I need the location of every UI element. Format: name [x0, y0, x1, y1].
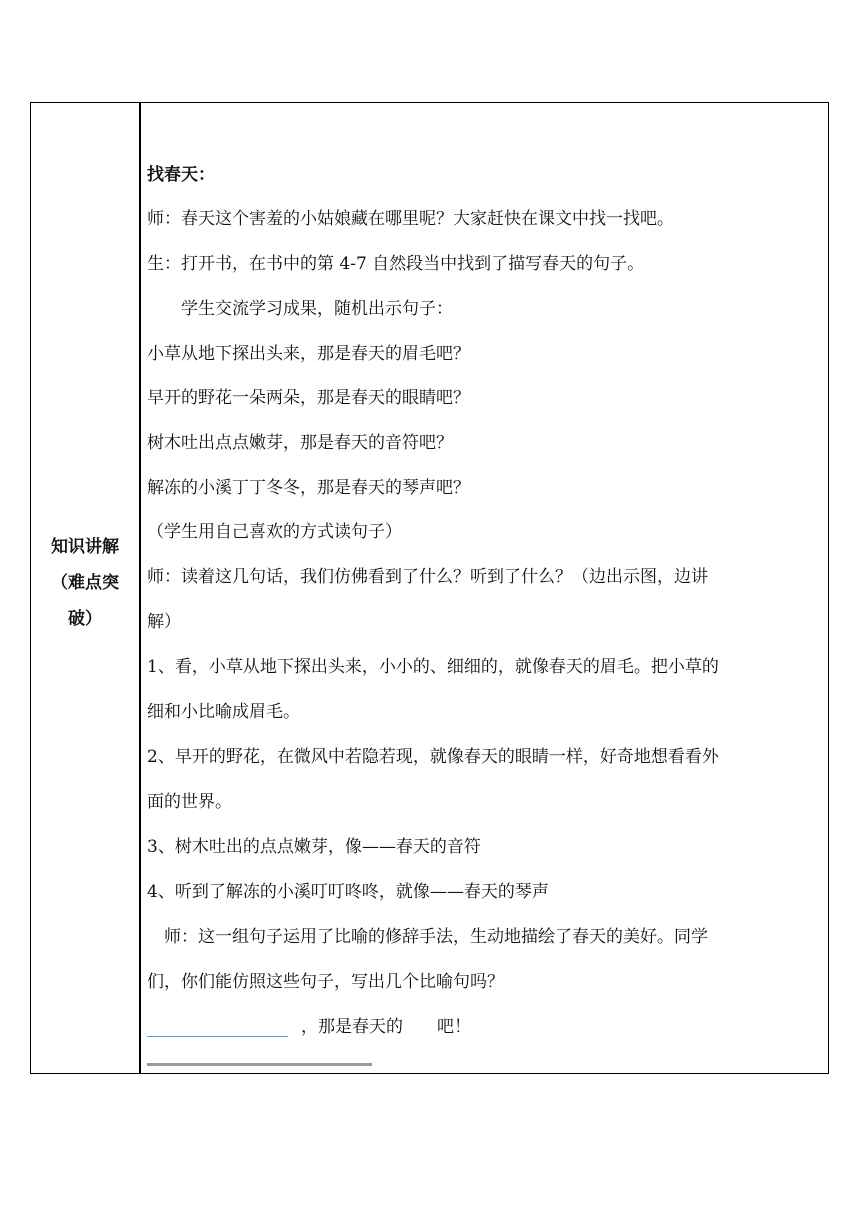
content-line: 4、听到了解冻的小溪叮叮咚咚，就像——春天的琴声	[147, 882, 549, 902]
section-heading: 找春天：	[147, 165, 215, 185]
column-divider	[139, 103, 141, 1073]
content-line: 学生交流学习成果，随机出示句子：	[147, 299, 453, 319]
bottom-rule	[147, 1063, 372, 1066]
content-line: 3、树木吐出的点点嫩芽，像——春天的音符	[147, 837, 481, 857]
content-line: （学生用自己喜欢的方式读句子）	[147, 522, 402, 542]
section-label-line-2: （难点突	[51, 573, 119, 593]
section-label-line-3: 破）	[68, 609, 102, 629]
content-line: 1、看，小草从地下探出头来，小小的、细细的，就像春天的眉毛。把小草的	[147, 657, 719, 677]
section-label-cell	[31, 103, 139, 1073]
content-line: 解）	[147, 612, 181, 632]
content-line: 2、早开的野花，在微风中若隐若现，就像春天的眼睛一样，好奇地想看看外	[147, 747, 719, 767]
content-line: 师：这一组句子运用了比喻的修辞手法，生动地描绘了春天的美好。同学	[147, 927, 708, 947]
content-line: 解冻的小溪丁丁冬冬，那是春天的琴声吧？	[147, 478, 470, 498]
content-line: 面的世界。	[147, 792, 232, 812]
content-line: 们，你们能仿照这些句子，写出几个比喻句吗？	[147, 972, 504, 992]
fill-blank-sentence: ，那是春天的 吧！	[301, 1017, 471, 1037]
section-label-line-1: 知识讲解	[51, 537, 119, 557]
content-line: 师：读着这几句话，我们仿佛看到了什么？听到了什么？（边出示图，边讲	[147, 567, 708, 587]
content-line: 师：春天这个害羞的小姑娘藏在哪里呢？大家赶快在课文中找一找吧。	[147, 209, 674, 229]
content-line: 树木吐出点点嫩芽，那是春天的音符吧？	[147, 433, 453, 453]
content-line: 生：打开书，在书中的第 4-7 自然段当中找到了描写春天的句子。	[147, 254, 645, 274]
content-line: 细和小比喻成眉毛。	[147, 702, 300, 722]
content-line: 小草从地下探出头来，那是春天的眉毛吧？	[147, 344, 470, 364]
content-line: 早开的野花一朵两朵，那是春天的眼睛吧？	[147, 388, 470, 408]
section-label	[31, 529, 139, 637]
fill-blank-underline	[147, 1036, 288, 1037]
lesson-table	[30, 102, 829, 1074]
